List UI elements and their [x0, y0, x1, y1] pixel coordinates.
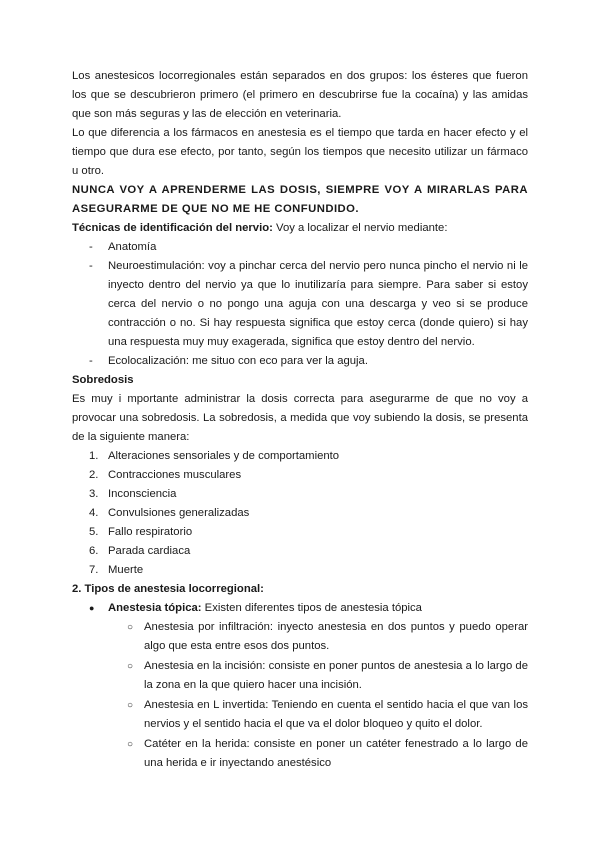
- tecnicas-list: [72, 238, 528, 371]
- list-item: [72, 523, 528, 542]
- tecnicas-paragraph: [72, 219, 528, 238]
- list-item-text: Neuroestimulación: voy a pinchar cerca del nervio pero nunca pincho el nervio ni le inyecto dentro del nervio ya que lo inutilizaría para siempre. Para saber si estoy cerca del nervio o no pongo una aguja con una descarga y veo si se produce contracción o no. Si hay respuesta significa que estoy cerca (donde quiero) si hay una respuesta muy muy exagerada, significa que estoy dentro del nervio.: [108, 260, 528, 348]
- circle-bullet-icon: ○: [127, 622, 134, 633]
- tipos-heading: 2. Tipos de anestesia locorregional:: [72, 583, 264, 595]
- list-item: [72, 238, 528, 257]
- topica-sublist: [72, 618, 528, 773]
- list-number: 1.: [89, 450, 99, 462]
- list-number: 6.: [89, 545, 99, 557]
- list-item-text: Convulsiones generalizadas: [108, 507, 250, 519]
- list-item-text: Muerte: [108, 564, 144, 576]
- circle-bullet-icon: ○: [127, 739, 134, 750]
- list-item-text: Fallo respiratorio: [108, 526, 193, 538]
- list-item-text: Inconsciencia: [108, 488, 177, 500]
- sub-list-item: [72, 696, 528, 734]
- sub-list-item-text: Catéter en la herida: consiste en poner un catéter fenestrado a lo largo de una herida e ir inyectando anestésico: [144, 738, 528, 769]
- list-number: 7.: [89, 564, 99, 576]
- tecnicas-lead: Voy a localizar el nervio mediante:: [272, 222, 448, 234]
- sobredosis-paragraph: Es muy i mportante administrar la dosis correcta para asegurarme de que no voy a provocar una sobredosis. La sobredosis, a medida que voy subiendo la dosis, se presenta de la siguiente manera:: [72, 393, 528, 443]
- tipos-list: [72, 599, 528, 773]
- dash-marker: -: [89, 355, 93, 367]
- list-item-text: Ecolocalización: me situo con eco para ver la aguja.: [108, 355, 368, 367]
- list-item: [72, 447, 528, 466]
- list-item-text: Alteraciones sensoriales y de comportamiento: [108, 450, 340, 462]
- list-item: [72, 466, 528, 485]
- dash-marker: -: [89, 260, 93, 272]
- intro-paragraph-2: Lo que diferencia a los fármacos en anestesia es el tiempo que tarda en hacer efecto y el tiempo que dura ese efecto, por tanto, según los tiempos que necesito utilizar un fármaco u otro.: [72, 127, 528, 177]
- circle-bullet-icon: ○: [127, 661, 134, 672]
- sub-list-item-text: Anestesia en L invertida: Teniendo en cuenta el sentido hacia el que van los nervios y el sentido hacia el que va el dolor bloqueo y quito el dolor.: [144, 699, 528, 730]
- sub-list-item-text: Anestesia por infiltración: inyecto anestesia en dos puntos y puedo operar algo que esta entre esos dos puntos.: [144, 621, 528, 652]
- list-number: 5.: [89, 526, 99, 538]
- list-item: [72, 599, 528, 773]
- sub-list-item: [72, 657, 528, 695]
- warning-text: NUNCA VOY A APRENDERME LAS DOSIS, SIEMPRE VOY A MIRARLAS PARA ASEGURARME DE QUE NO ME HE CONFUNDIDO.: [72, 184, 528, 215]
- sub-list-item: [72, 735, 528, 773]
- list-item-text: Contracciones musculares: [108, 469, 242, 481]
- intro-paragraph-1: Los anestesicos locorregionales están separados en dos grupos: los ésteres que fueron los que se descubrieron primero (el primero en descubrirse fue la cocaína) y las amidas que son más seguras y las de elección en veterinaria.: [72, 70, 528, 120]
- list-item: [72, 485, 528, 504]
- list-item-text: Anatomía: [108, 241, 157, 253]
- list-number: 3.: [89, 488, 99, 500]
- sub-list-item: [72, 618, 528, 656]
- list-item: [72, 561, 528, 580]
- circle-bullet-icon: ○: [127, 700, 134, 711]
- list-item: [72, 542, 528, 561]
- list-item: [72, 257, 528, 352]
- sobredosis-list: [72, 447, 528, 580]
- list-item-text: Parada cardiaca: [108, 545, 191, 557]
- topica-text: Existen diferentes tipos de anestesia tópica: [201, 602, 422, 614]
- dash-marker: -: [89, 241, 93, 253]
- list-item: [72, 352, 528, 371]
- bullet-icon: ●: [89, 603, 95, 613]
- list-item: [72, 504, 528, 523]
- sub-list-item-text: Anestesia en la incisión: consiste en poner puntos de anestesia a lo largo de la zona en la que quiero hacer una incisión.: [144, 660, 528, 691]
- list-number: 4.: [89, 507, 99, 519]
- list-number: 2.: [89, 469, 99, 481]
- tecnicas-heading: Técnicas de identificación del nervio:: [72, 222, 273, 234]
- sobredosis-heading: Sobredosis: [72, 374, 134, 386]
- topica-label: Anestesia tópica:: [108, 602, 202, 614]
